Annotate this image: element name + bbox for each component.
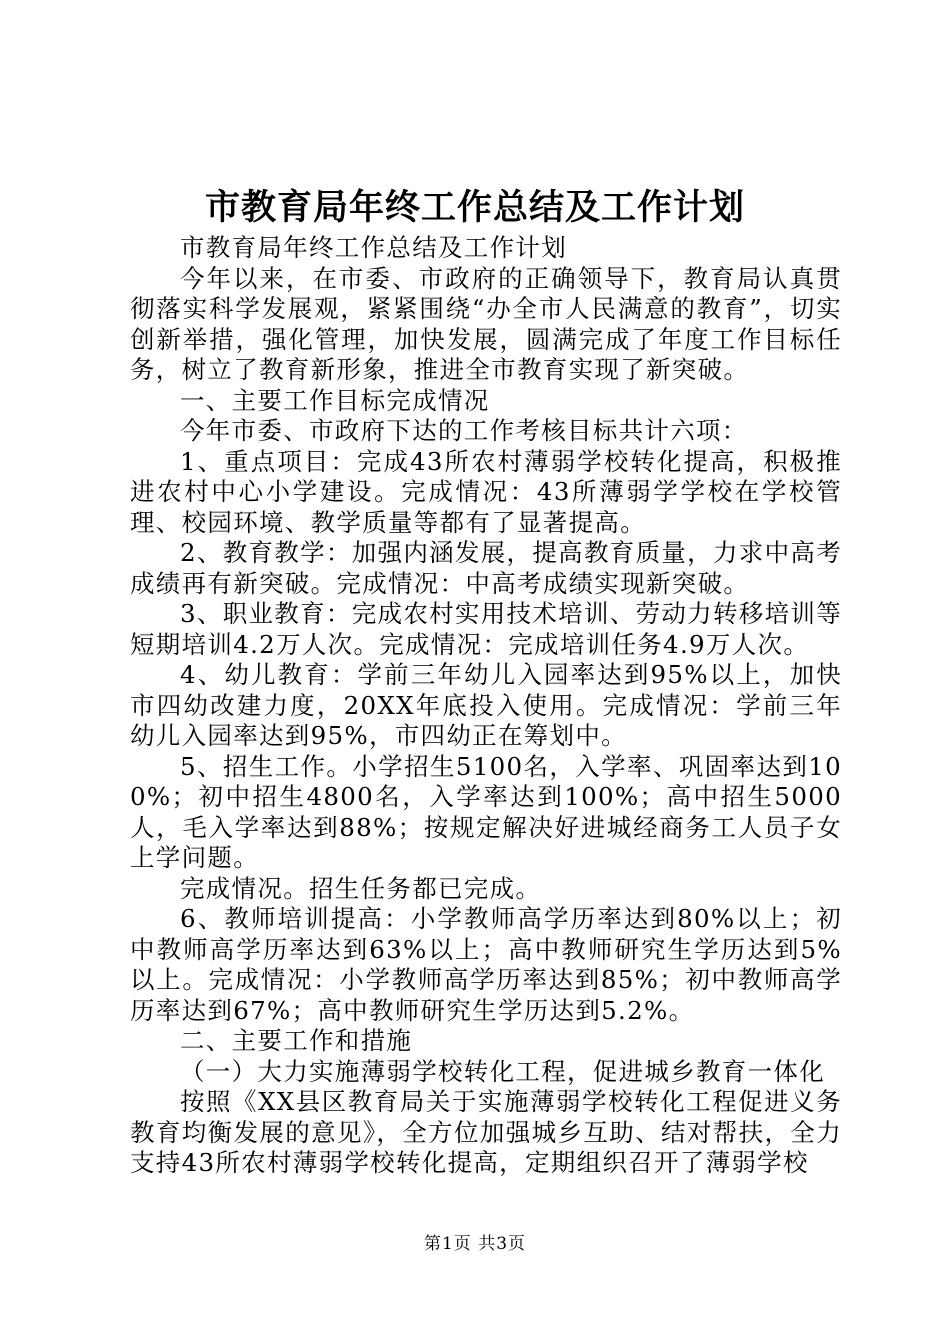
paragraph-target-2: 2、教育教学：加强内涵发展，提高教育质量，力求中高考成绩再有新突破。完成情况：中高考成绩实现新突破。: [130, 538, 842, 598]
section-heading-1: 一、主要工作目标完成情况: [180, 385, 490, 415]
paragraph-target-1: 1、重点项目：完成43所农村薄弱学校转化提高，积极推进农村中心小学建设。完成情况：43所薄弱学学校在学校管理、校园环境、教学质量等都有了显著提高。: [130, 446, 842, 537]
paragraph-subtitle: 市教育局年终工作总结及工作计划: [180, 233, 567, 262]
paragraph-target-4: 4、幼儿教育：学前三年幼儿入园率达到95%以上，加快市四幼改建力度，20XX年底投入使用。完成情况：学前三年幼儿入园率达到95%，市四幼正在筹划中。: [130, 660, 842, 750]
paragraph-target-5-result: 完成情况。招生任务都已完成。: [180, 873, 542, 903]
document-title: 市教育局年终工作总结及工作计划: [204, 187, 745, 228]
paragraph-measures: 按照《XX县区教育局关于实施薄弱学校转化工程促进义务教育均衡发展的意见》，全方位加强城乡互助、结对帮扶，全力支持43所农村薄弱学校转化提高，定期组织召开了薄弱学校: [130, 1087, 842, 1177]
paragraph-target-5: 5、招生工作。小学招生5100名，入学率、巩固率达到100%；初中招生4800名，入学率达到100%；高中招生5000人，毛入学率达到88%；按规定解决好进城经商务工人员子女上学问题。: [130, 751, 842, 872]
subsection-heading-1: （一）大力实施薄弱学校转化工程，促进城乡教育一体化: [180, 1056, 825, 1086]
paragraph-target-6: 6、教师培训提高：小学教师高学历率达到80%以上；初中教师高学历率达到63%以上；高中教师研究生学历达到5%以上。完成情况：小学教师高学历率达到85%；初中教师高学历率达到67%；高中教师研究生学历达到5.2%。: [130, 904, 842, 1025]
paragraph-target-3: 3、职业教育：完成农村实用技术培训、劳动力转移培训等短期培训4.2万人次。完成情况：完成培训任务4.9万人次。: [130, 599, 842, 659]
section-heading-2: 二、主要工作和措施: [180, 1026, 413, 1055]
document-body: [130, 233, 842, 1179]
page-number-footer: 第1页 共3页: [423, 1234, 527, 1254]
paragraph-intro: 今年以来，在市委、市政府的正确领导下，教育局认真贯彻落实科学发展观，紧紧围绕“办全市人民满意的教育”，切实创新举措，强化管理，加快发展，圆满完成了年度工作目标任务，树立了教育新形象，推进全市教育实现了新突破。: [130, 263, 842, 384]
paragraph-targets-intro: 今年市委、市政府下达的工作考核目标共计六项：: [180, 416, 748, 445]
